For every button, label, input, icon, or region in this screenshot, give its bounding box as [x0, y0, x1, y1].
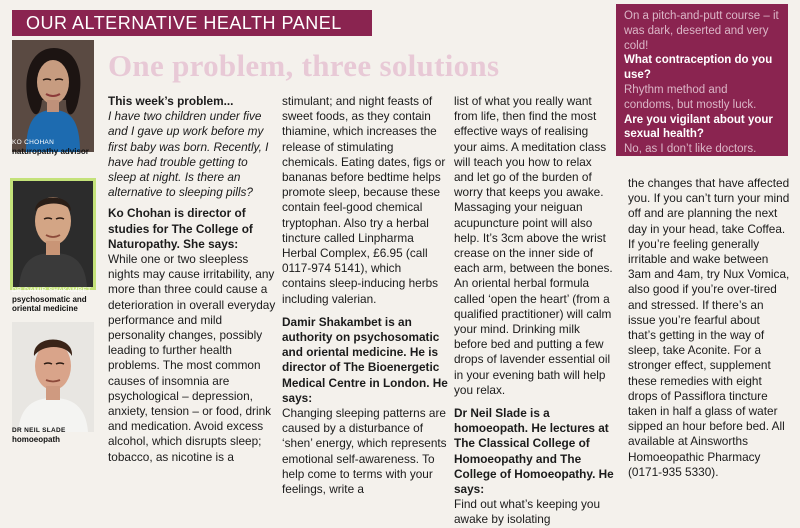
- problem-text: I have two children under five and I gave up work before my first baby was born. Recently, I have had trouble getting to sleep at night. Is there an alternative to sleeping pills?: [108, 109, 269, 200]
- problem-title: This week’s problem...: [108, 94, 234, 108]
- caption-ko-chohan: [12, 138, 104, 156]
- ko-intro: Ko Chohan is director of studies for The College of Naturopathy. She says:: [108, 206, 253, 251]
- caption-name-damir: DR DAMIR SHAKAMBET: [12, 287, 92, 294]
- photo-ko-chohan: [12, 40, 94, 152]
- section-banner: OUR ALTERNATIVE HEALTH PANEL: [12, 10, 372, 36]
- caption-role-damir: psychosomatic and oriental medicine: [12, 295, 87, 313]
- column-2: [282, 94, 448, 497]
- sidebar-intro: On a pitch-and-putt course – it was dark, deserted and very cold!: [624, 10, 779, 52]
- column-4: [628, 176, 790, 480]
- damir-text-2: list of what you really want from life, then find the most effective ways of realising your aims. A meditation class will teach you how to relax and let go of the burden of worry that keeps you awake. Massaging your neiguan acupuncture point will also help. It’s 3cm above the wrist crease on the inner side of each arm, between the bones. An oriental herbal formula called ‘open the heart’ (from a qualified practitioner) will calm your mind. Drinking milk before bed and putting a few drops of lavender essential oil in your evening bath will help you relax.: [454, 94, 613, 397]
- photo-damir-shakambet: [10, 178, 96, 290]
- neil-text-1: Find out what’s keeping you awake by isolating: [454, 497, 601, 527]
- caption-name-neil: DR NEIL SLADE: [12, 427, 66, 434]
- ko-text-1: While one or two sleepless nights may cause irritability, any more than three could cause a deterioration in overall everyday performance and mild personality changes, possibly leading to further health problems. The most common causes of insomnia are psychological – depression, anxiety, tension – or food, drink and medication. Avoid excess alcohol, which disrupts sleep; tobacco, as nicotine is a: [108, 252, 276, 464]
- neil-intro: Dr Neil Slade is a homoeopath. He lectures at The Classical College of Homoeopathy and The College of Homoeopathy. He says:: [454, 406, 614, 497]
- headline: One problem, three solutions: [108, 48, 500, 83]
- photo-neil-slade: [12, 322, 94, 432]
- sidebar-quiz-box: [616, 4, 788, 156]
- damir-text-1: Changing sleeping patterns are caused by a disturbance of ‘shen’ energy, which represents emotional self-awareness. To help come to terms with your feelings, write a: [282, 406, 447, 497]
- sidebar-answer-2: No, as I don’t like doctors.: [624, 143, 757, 156]
- sidebar-question-2: Are you vigilant about your sexual health?: [624, 113, 773, 141]
- column-1: [108, 94, 278, 465]
- caption-neil: [12, 426, 104, 444]
- caption-name-ko: KO CHOHAN: [12, 139, 55, 146]
- ko-text-2: stimulant; and night feasts of sweet foods, as they contain thiamine, which increases the release of stimulating chemicals. Eating dates, figs or bananas before bedtime helps promote sleep, because these contain feel-good chemical tryptophan. Also try a herbal tincture called Linpharma Herbal Complex, £6.95 (call 0117-974 5141), which contains sleep-inducing herbs including valerian.: [282, 94, 446, 306]
- sidebar-answer-1: Rhythm method and condoms, but mostly luck.: [624, 83, 757, 111]
- column-3: [454, 94, 614, 528]
- neil-text-2: the changes that have affected you. If you can’t turn your mind off and are planning the next day in your head, take Coffea. If you’re feeling generally irritable and wake between 3am and 4am, try Nux Vomica, also good if you’re over-tired and stressed. If there’s an issue you’re fearful about that’s getting in the way of sleep, take Aconite. For a stronger effect, supplement these remedies with eight drops of Passiflora tincture taken in half a glass of water sipped an hour before bed. All available at Ainsworths Homoeopathic Pharmacy (0171-935 5330).: [628, 176, 790, 479]
- caption-role-neil: homoeopath: [12, 435, 60, 444]
- caption-damir: [12, 286, 104, 313]
- caption-role-ko: naturopathy advisor: [12, 147, 89, 156]
- sidebar-question-1: What contraception do you use?: [624, 54, 773, 82]
- damir-intro: Damir Shakambet is an authority on psychosomatic and oriental medicine. He is director of The Bioenergetic Medical Centre in London. He says:: [282, 314, 448, 405]
